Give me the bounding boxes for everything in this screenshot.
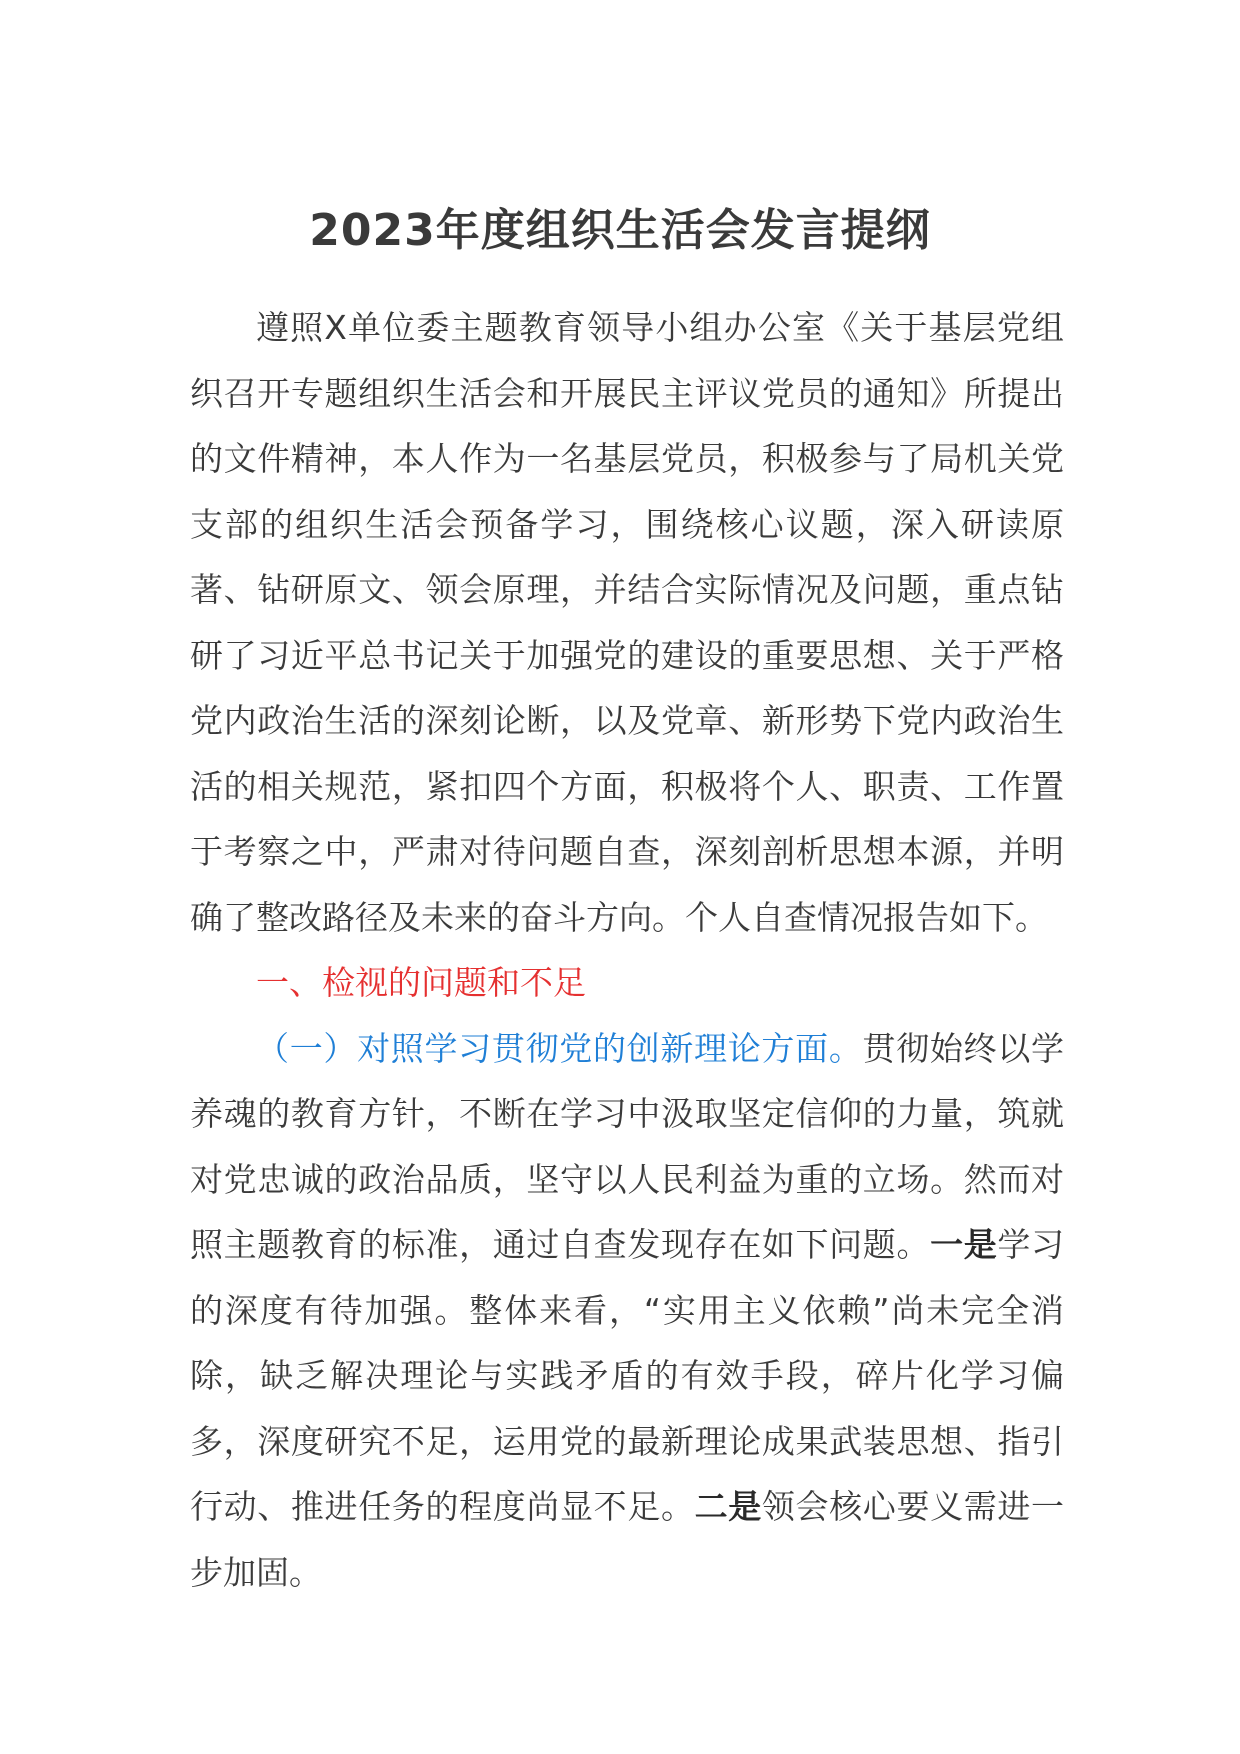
document-title: 2023年度组织生活会发言提纲 xyxy=(309,205,931,256)
point-two-text: 领会核心要义需进一步加固。 xyxy=(190,1487,1065,1592)
point-one-label: 一是 xyxy=(930,1225,998,1264)
intro-paragraph: 遵照X单位委主题教育领导小组办公室《关于基层党组织召开专题组织生活会和开展民主评议党员的通知》所提出的文件精神，本人作为一名基层党员，积极参与了局机关党支部的组织生活会预备学习，围绕核心议题，深入研读原著、钻研原文、领会原理，并结合实际情况及问题，重点钻研了习近平总书记关于加强党的建设的重要思想、关于严格党内政治生活的深刻论断，以及党章、新形势下党内政治生活的相关规范，紧扣四个方面，积极将个人、职责、工作置于考察之中，严肃对待问题自查，深刻剖析思想本源，并明确了整改路径及未来的奋斗方向。个人自查情况报告如下。 xyxy=(190,308,1064,937)
subsection-heading: （一）对照学习贯彻党的创新理论方面。 xyxy=(256,1028,863,1068)
point-two-label: 二是 xyxy=(694,1487,762,1526)
subsection-paragraph xyxy=(190,1016,1064,1606)
document-body xyxy=(190,295,1064,1605)
subsection-text: 贯彻始终以学养魂的教育方针，不断在学习中汲取坚定信仰的力量，筑就对党忠诚的政治品质，坚守以人民利益为重的立场。然而对照主题教育的标准，通过自查发现存在如下问题。 xyxy=(190,1028,1065,1264)
point-one-text: 学习的深度有待加强。整体来看，“实用主义依赖”尚未完全消除，缺乏解决理论与实践矛盾的有效手段，碎片化学习偏多，深度研究不足，运用党的最新理论成果武装思想、指引行动、推进任务的程度尚显不足。 xyxy=(190,1225,1065,1526)
section-heading: 一、检视的问题和不足 xyxy=(256,963,586,1002)
